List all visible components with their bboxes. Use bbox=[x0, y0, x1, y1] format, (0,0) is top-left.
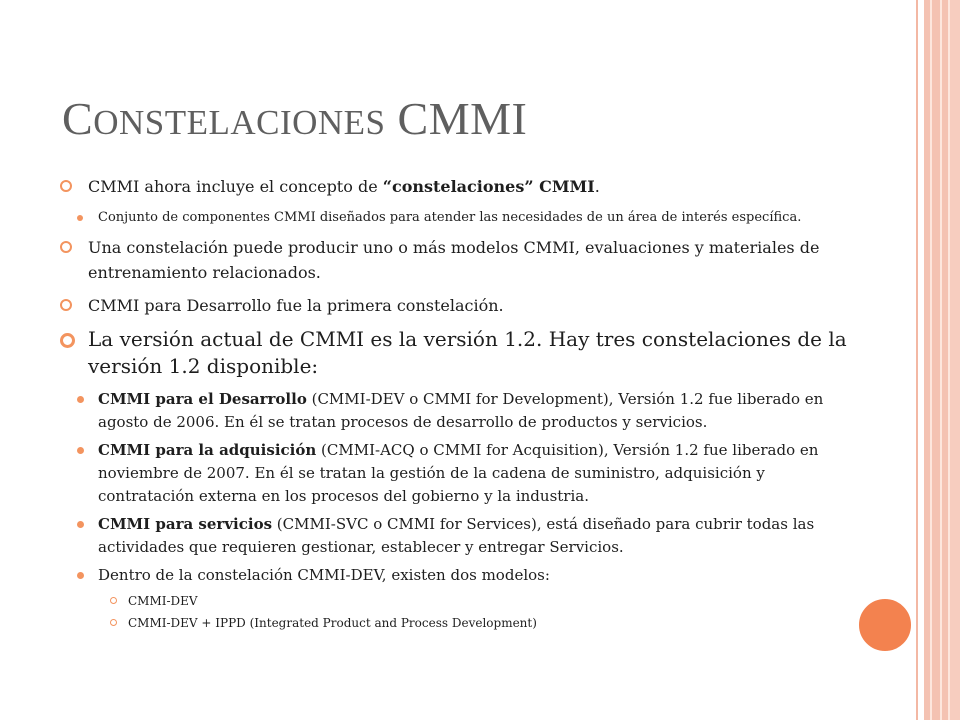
bullet-1 bbox=[60, 174, 860, 199]
slide-title bbox=[62, 92, 527, 145]
bullet-4-sub-4: Dentro de la constelación CMMI-DEV, existen dos modelos: bbox=[60, 564, 860, 587]
bullet-4-sub-3-bold: CMMI para servicios bbox=[98, 515, 273, 533]
decorative-stripes bbox=[918, 0, 960, 720]
bullet-4-sub-2 bbox=[60, 439, 860, 508]
model-item-2: CMMI-DEV + IPPD (Integrated Product and Process Development) bbox=[60, 614, 860, 632]
bullet-1-sub-1: Conjunto de componentes CMMI diseñados para atender las necesidades de un área de interés específica. bbox=[60, 207, 860, 229]
bullet-2: Una constelación puede producir uno o más modelos CMMI, evaluaciones y materiales de entrenamiento relacionados. bbox=[60, 235, 860, 285]
bullet-4-sub-3-text: (CMMI-SVC o CMMI for Services), está diseñado para cubrir todas las actividades que requieren gestionar, establecer y entregar Servicios. bbox=[98, 515, 815, 556]
bullet-1-post: . bbox=[594, 177, 600, 196]
bullet-4-sub-2-bold: CMMI para la adquisición bbox=[98, 441, 317, 459]
model-item-1: CMMI-DEV bbox=[60, 592, 860, 610]
bullet-1-bold: “constelaciones” CMMI bbox=[382, 177, 595, 196]
bullet-1-text: CMMI ahora incluye el concepto de bbox=[88, 177, 383, 196]
title-first-letter: C bbox=[62, 93, 94, 144]
decorative-circle bbox=[856, 596, 914, 654]
bullet-4-sub-1 bbox=[60, 388, 860, 434]
bullet-4-sub-1-bold: CMMI para el Desarrollo bbox=[98, 390, 307, 408]
slide-content bbox=[60, 174, 860, 636]
title-rest: ONSTELACIONES bbox=[93, 103, 386, 142]
bullet-4-sub-3 bbox=[60, 513, 860, 559]
bullet-4-sub-2-text: (CMMI-ACQ o CMMI for Acquisition), Versión 1.2 fue liberado en noviembre de 2007. En él se tratan la gestión de la cadena de suministro, adquisición y contratación externa en los procesos del gobierno y la industria. bbox=[98, 441, 819, 505]
title-suffix: CMMI bbox=[385, 93, 528, 144]
bullet-3: CMMI para Desarrollo fue la primera constelación. bbox=[60, 293, 860, 318]
bullet-4-sub-1-text: (CMMI-DEV o CMMI for Development), Versión 1.2 fue liberado en agosto de 2006. En él se tratan procesos de desarrollo de productos y servicios. bbox=[98, 390, 824, 431]
bullet-4: La versión actual de CMMI es la versión 1.2. Hay tres constelaciones de la versión 1.2 disponible: bbox=[60, 326, 860, 380]
